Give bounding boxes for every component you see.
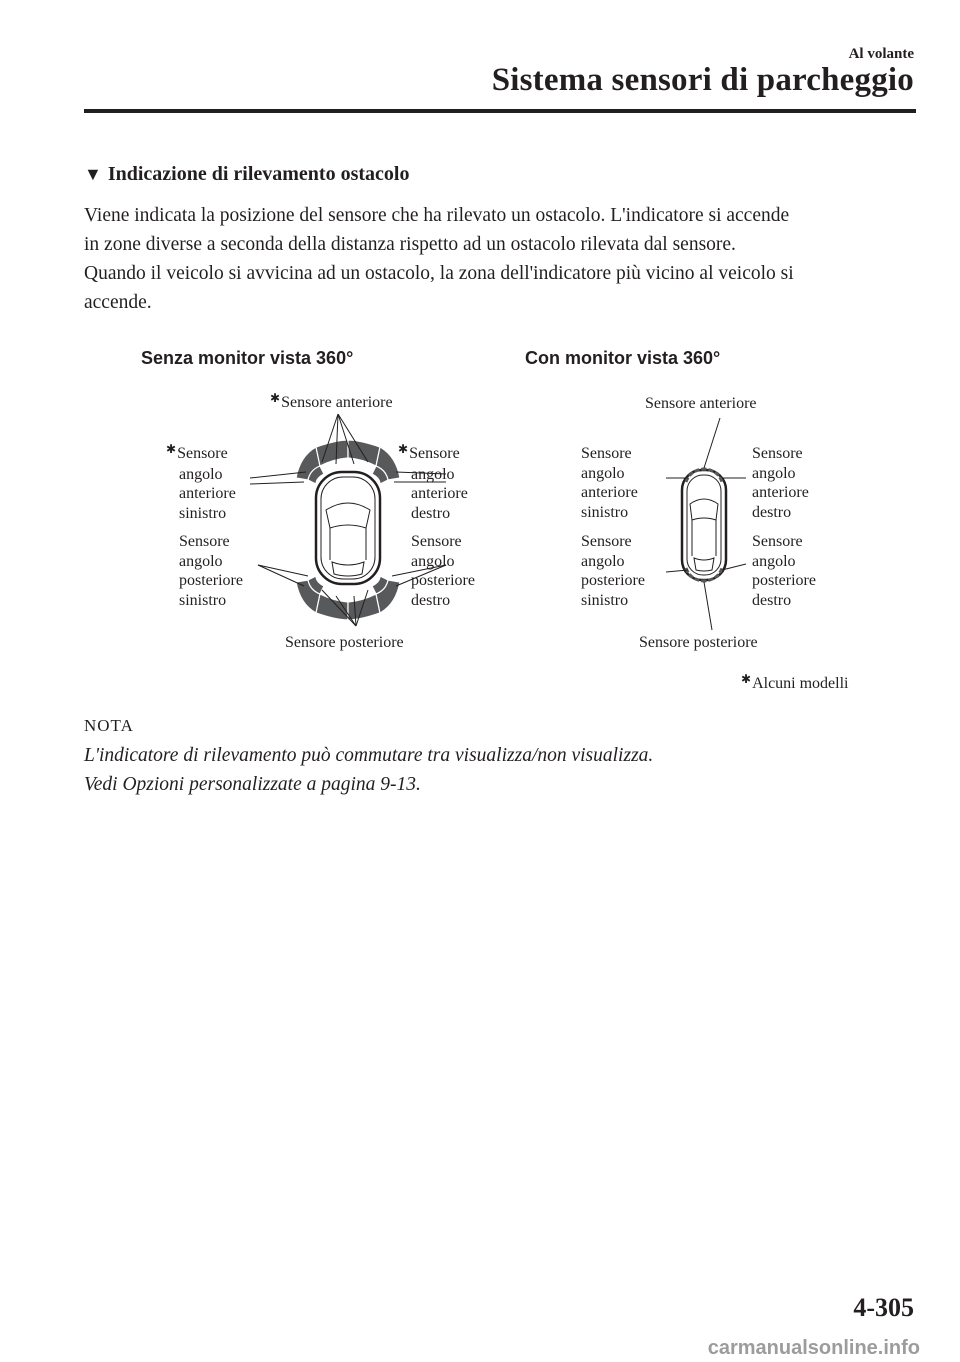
triangle-marker-icon: ▼: [84, 164, 102, 184]
asterisk-icon: ✱: [398, 442, 409, 456]
chapter-label: Al volante: [848, 46, 914, 62]
nota-line: Vedi Opzioni personalizzate a pagina 9-13.: [84, 774, 421, 795]
asterisk-icon: ✱: [166, 442, 177, 456]
nota-heading: NOTA: [84, 716, 134, 735]
nota-line: L'indicatore di rilevamento può commutare tra visualizza/non visualizza.: [84, 745, 654, 766]
right-front-right-label: Sensore angolo anteriore destro: [752, 445, 809, 521]
watermark: carmanualsonline.info: [707, 1337, 920, 1359]
left-front-right-label: ✱Sensore angolo anteriore destro: [398, 442, 468, 522]
left-rear-right-label: Sensore angolo posteriore destro: [411, 533, 475, 609]
left-rear-sensor-label: Sensore posteriore: [285, 634, 404, 651]
body-line: Quando il veicolo si avvicina ad un ostacolo, la zona dell'indicatore più vicino al veicolo si: [84, 263, 794, 284]
body-line: in zone diverse a seconda della distanza rispetto ad un ostacolo rilevata dal sensore.: [84, 234, 736, 255]
right-front-left-label: Sensore angolo anteriore sinistro: [581, 445, 638, 521]
right-front-sensor-label: Sensore anteriore: [645, 395, 757, 412]
right-rear-sensor-label: Sensore posteriore: [639, 634, 758, 651]
left-car-outline: [316, 472, 380, 584]
left-front-sensor-label: ✱Sensore anteriore: [270, 391, 393, 411]
body-line: Viene indicata la posizione del sensore che ha rilevato un ostacolo. L'indicatore si accende: [84, 205, 790, 226]
page-number: 4-305: [853, 1293, 914, 1322]
right-diagram-title: Con monitor vista 360°: [525, 348, 721, 368]
right-car-outline: [682, 470, 726, 580]
asterisk-icon: ✱: [741, 672, 752, 686]
footnote: ✱Alcuni modelli: [741, 672, 849, 692]
body-line: accende.: [84, 292, 152, 313]
right-rear-left-label: Sensore angolo posteriore sinistro: [581, 533, 645, 609]
left-front-left-label: ✱Sensore angolo anteriore sinistro: [166, 442, 236, 522]
asterisk-icon: ✱: [270, 391, 281, 405]
left-rear-left-label: Sensore angolo posteriore sinistro: [179, 533, 243, 609]
section-title: Sistema sensori di parcheggio: [491, 62, 914, 98]
left-diagram-title: Senza monitor vista 360°: [141, 348, 354, 368]
subsection-title: Indicazione di rilevamento ostacolo: [107, 163, 410, 185]
nota-text: [84, 741, 653, 799]
right-rear-right-label: Sensore angolo posteriore destro: [752, 533, 816, 609]
